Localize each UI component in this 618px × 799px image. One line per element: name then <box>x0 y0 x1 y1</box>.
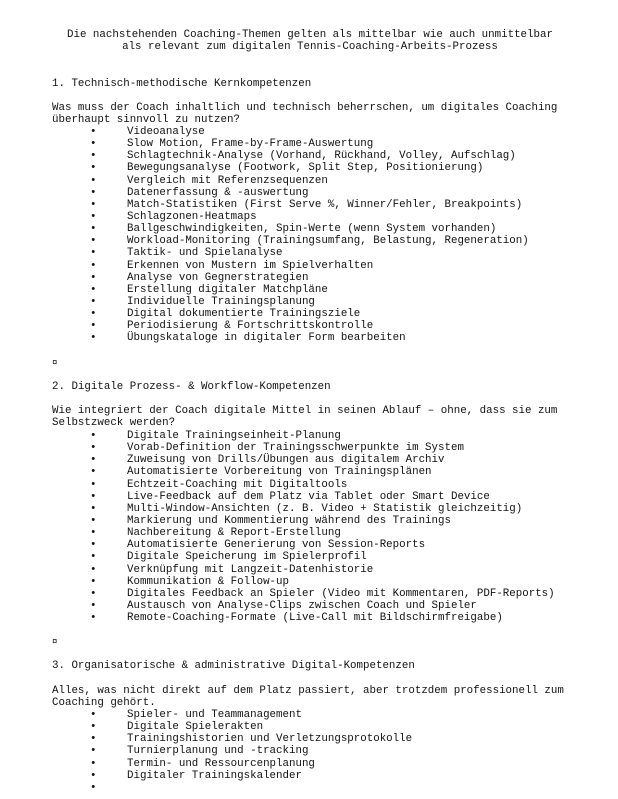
list-item-text: Erstellung digitaler Matchpläne <box>127 283 328 296</box>
bullet-mark: • <box>90 442 97 455</box>
section-heading: 1. Technisch-methodische Kernkompetenzen <box>52 78 312 90</box>
list-item-text: Erkennen von Mustern im Spielverhalten <box>127 259 374 272</box>
list-item <box>52 247 572 259</box>
header-line-2: als relevant zum digitalen Tennis-Coaching-Arbeits-Prozess <box>122 41 498 54</box>
bullet-mark: • <box>90 709 97 721</box>
bullet-mark: • <box>90 138 97 151</box>
list-item <box>52 126 572 138</box>
bullet-mark: • <box>90 745 97 758</box>
bullet-mark: • <box>90 721 97 734</box>
list-item-text: Workload-Monitoring (Trainingsumfang, Belastung, Regeneration) <box>127 235 529 248</box>
bullet-mark: • <box>90 599 97 612</box>
list-item-text: Digitales Feedback an Spieler (Video mit Kommentaren, PDF-Reports) <box>127 587 555 600</box>
bullet-mark: • <box>90 757 97 770</box>
list-item-text: Verknüpfung mit Langzeit-Datenhistorie <box>127 563 374 576</box>
list-item-text: Echtzeit-Coaching mit Digitaltools <box>127 478 348 491</box>
bullet-mark: • <box>90 295 97 308</box>
section-intro-line-1: Wie integriert der Coach digitale Mittel in seinen Ablauf – ohne, dass sie zum <box>52 405 558 417</box>
bullet-mark: • <box>90 126 97 138</box>
list-item <box>52 479 572 491</box>
bullet-mark: • <box>90 235 97 248</box>
bullet-list <box>52 126 572 345</box>
document-header <box>40 29 580 53</box>
section-3-list <box>52 709 572 794</box>
section-1 <box>52 78 572 90</box>
list-item <box>52 162 572 174</box>
section-intro-line-2: überhaupt sinnvoll zu nutzen? <box>52 114 240 127</box>
list-item <box>52 175 572 187</box>
list-item <box>52 612 572 624</box>
bullet-mark: • <box>90 575 97 588</box>
bullet-mark: • <box>90 198 97 211</box>
list-item <box>52 260 572 272</box>
list-item <box>52 430 572 442</box>
bullet-mark: • <box>90 466 97 479</box>
bullet-mark: • <box>90 781 97 794</box>
list-item-text: Kommunikation & Follow-up <box>127 575 289 588</box>
list-item <box>52 491 572 503</box>
list-item <box>52 745 572 757</box>
list-item <box>52 187 572 199</box>
section-intro-line-2: Coaching gehört. <box>52 697 156 710</box>
list-item <box>52 709 572 721</box>
list-item-text: Schlagzonen-Heatmaps <box>127 210 257 223</box>
list-item <box>52 733 572 745</box>
list-item-text: Termin- und Ressourcenplanung <box>127 757 315 770</box>
list-item-text: Austausch von Analyse-Clips zwischen Coach und Spieler <box>127 599 477 612</box>
bullet-list <box>52 430 572 624</box>
bullet-mark: • <box>90 186 97 199</box>
list-item <box>52 199 572 211</box>
list-item <box>52 272 572 284</box>
list-item <box>52 138 572 150</box>
list-item <box>52 235 572 247</box>
list-item-text: Digital dokumentierte Trainingsziele <box>127 308 361 321</box>
header-line-1: Die nachstehenden Coaching-Themen gelten als mittelbar wie auch unmittelbar <box>67 29 553 41</box>
list-item <box>52 515 572 527</box>
bullet-mark: • <box>90 769 97 782</box>
bullet-mark: • <box>90 587 97 600</box>
list-item <box>52 721 572 733</box>
section-heading: 3. Organisatorische & administrative Digital-Kompetenzen <box>52 660 415 672</box>
separator-mark: ¤ <box>52 358 58 368</box>
list-item <box>52 539 572 551</box>
bullet-mark: • <box>90 174 97 187</box>
list-item-text: Videoanalyse <box>127 126 205 138</box>
section-intro-line-1: Alles, was nicht direkt auf dem Platz passiert, aber trotzdem professionell zum <box>52 685 564 697</box>
list-item <box>52 211 572 223</box>
bullet-mark: • <box>90 733 97 746</box>
bullet-mark: • <box>90 430 97 442</box>
list-item-text: Spieler- und Teammanagement <box>127 709 302 721</box>
list-item <box>52 296 572 308</box>
list-item-text: Turnierplanung und -tracking <box>127 745 309 758</box>
list-item <box>52 454 572 466</box>
list-item <box>52 332 572 344</box>
bullet-mark: • <box>90 259 97 272</box>
bullet-mark: • <box>90 551 97 564</box>
bullet-mark: • <box>90 223 97 236</box>
bullet-mark: • <box>90 490 97 503</box>
list-item <box>52 223 572 235</box>
section-3-intro <box>52 685 572 709</box>
section-1-intro <box>52 102 572 126</box>
list-item-text: Periodisierung & Fortschrittskontrolle <box>127 320 374 333</box>
list-item-text: Live-Feedback auf dem Platz via Tablet oder Smart Device <box>127 490 490 503</box>
section-intro-line-2: Selbstzweck werden? <box>52 417 176 430</box>
bullet-mark: • <box>90 502 97 515</box>
section-intro-line-1: Was muss der Coach inhaltlich und technisch beherrschen, um digitales Coaching <box>52 102 558 114</box>
section-2 <box>52 381 572 393</box>
list-item-text: Übungskataloge in digitaler Form bearbeiten <box>127 332 406 345</box>
list-item <box>52 503 572 515</box>
bullet-mark: • <box>90 539 97 552</box>
list-item-text: Slow Motion, Frame-by-Frame-Auswertung <box>127 138 374 151</box>
list-item-text: Ballgeschwindigkeiten, Spin-Werte (wenn System vorhanden) <box>127 223 497 236</box>
list-item-text: Bewegungsanalyse (Footwork, Split Step, Positionierung) <box>127 162 484 175</box>
list-item-text: Individuelle Trainingsplanung <box>127 295 315 308</box>
bullet-mark: • <box>90 150 97 163</box>
bullet-mark: • <box>90 332 97 345</box>
list-item <box>52 564 572 576</box>
section-2-list <box>52 430 572 624</box>
bullet-mark: • <box>90 162 97 175</box>
list-item <box>52 551 572 563</box>
list-item <box>52 150 572 162</box>
bullet-mark: • <box>90 612 97 625</box>
list-item <box>52 466 572 478</box>
list-item <box>52 588 572 600</box>
list-item-text: Analyse von Gegnerstrategien <box>127 271 309 284</box>
bullet-mark: • <box>90 247 97 260</box>
bullet-mark: • <box>90 308 97 321</box>
bullet-mark: • <box>90 283 97 296</box>
list-item-text: Digitaler Trainingskalender <box>127 769 302 782</box>
separator-mark: ¤ <box>52 637 58 647</box>
list-item-text: Automatisierte Vorbereitung von Trainingsplänen <box>127 466 432 479</box>
list-item <box>52 527 572 539</box>
section-1-list <box>52 126 572 345</box>
bullet-mark: • <box>90 514 97 527</box>
bullet-mark: • <box>90 454 97 467</box>
list-item-text: Trainingshistorien und Verletzungsprotokolle <box>127 733 413 746</box>
list-item <box>52 782 572 794</box>
bullet-mark: • <box>90 563 97 576</box>
section-2-intro <box>52 405 572 429</box>
list-item-text: Markierung und Kommentierung während des Trainings <box>127 514 451 527</box>
list-item-text: Digitale Speicherung im Spielerprofil <box>127 551 367 564</box>
bullet-mark: • <box>90 478 97 491</box>
bullet-mark: • <box>90 527 97 540</box>
list-item <box>52 600 572 612</box>
list-item-text: Vorab-Definition der Trainingsschwerpunkte im System <box>127 442 464 455</box>
list-item-text: Digitale Spielerakten <box>127 721 264 734</box>
list-item-text: Taktik- und Spielanalyse <box>127 247 283 260</box>
list-item-text: Zuweisung von Drills/Übungen aus digitalem Archiv <box>127 454 445 467</box>
section-3 <box>52 660 572 672</box>
list-item-text: Vergleich mit Referenzsequenzen <box>127 174 328 187</box>
list-item-text: Remote-Coaching-Formate (Live-Call mit Bildschirmfreigabe) <box>127 612 503 625</box>
bullet-mark: • <box>90 271 97 284</box>
list-item-text: Digitale Trainingseinheit-Planung <box>127 430 341 442</box>
list-item <box>52 320 572 332</box>
list-item <box>52 576 572 588</box>
bullet-mark: • <box>90 320 97 333</box>
list-item-text: Multi-Window-Ansichten (z. B. Video + Statistik gleichzeitig) <box>127 502 523 515</box>
list-item <box>52 770 572 782</box>
list-item-text: Automatisierte Generierung von Session-Reports <box>127 539 426 552</box>
list-item <box>52 284 572 296</box>
bullet-mark: • <box>90 210 97 223</box>
list-item <box>52 308 572 320</box>
section-heading: 2. Digitale Prozess- & Workflow-Kompetenzen <box>52 381 331 393</box>
bullet-list <box>52 709 572 794</box>
list-item-text: Schlagtechnik-Analyse (Vorhand, Rückhand, Volley, Aufschlag) <box>127 150 516 163</box>
list-item-text: Datenerfassung & -auswertung <box>127 186 309 199</box>
list-item <box>52 758 572 770</box>
list-item <box>52 442 572 454</box>
list-item-text: Match-Statistiken (First Serve %, Winner/Fehler, Breakpoints) <box>127 198 523 211</box>
list-item-text: Nachbereitung & Report-Erstellung <box>127 527 341 540</box>
